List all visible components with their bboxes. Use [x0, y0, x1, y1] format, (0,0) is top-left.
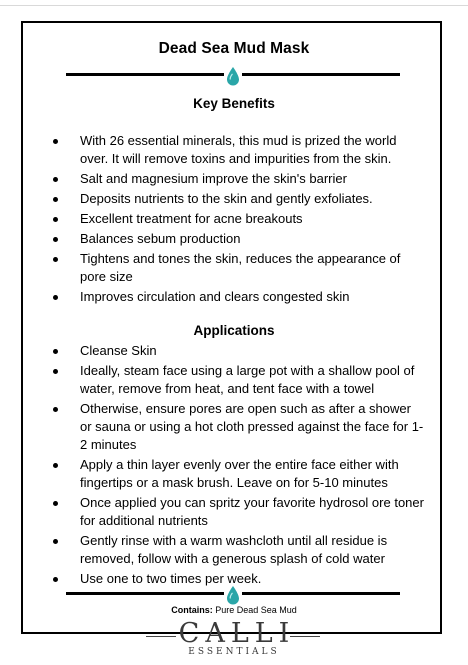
brand-logo: [0, 620, 468, 648]
bottom-divider-right: [242, 592, 400, 595]
contains-value: Pure Dead Sea Mud: [215, 605, 297, 615]
list-item: Otherwise, ensure pores are open such as after a shower or sauna or using a hot cloth pressed against the face for 1-2 minutes: [52, 400, 424, 454]
applications-list: [52, 342, 424, 590]
benefits-list: [52, 132, 424, 308]
top-divider-left: [66, 73, 224, 76]
applications-heading: Applications: [193, 323, 275, 338]
bottom-divider-left: [66, 592, 224, 595]
key-benefits-heading: Key Benefits: [193, 96, 275, 111]
list-item: Salt and magnesium improve the skin's barrier: [52, 170, 424, 188]
water-drop-icon: [225, 585, 241, 606]
logo-subtitle: ESSENTIALS: [188, 647, 280, 657]
list-item: Use one to two times per week.: [52, 570, 424, 588]
water-drop-icon: [225, 66, 241, 87]
product-title: Dead Sea Mud Mask: [158, 40, 310, 57]
ingredients-line: [0, 605, 468, 615]
list-item: Tightens and tones the skin, reduces the appearance of pore size: [52, 250, 424, 286]
list-item: With 26 essential minerals, this mud is prized the world over. It will remove toxins and impurities from the skin.: [52, 132, 424, 168]
contains-label: Contains:: [171, 605, 213, 615]
list-item: Cleanse Skin: [52, 342, 424, 360]
list-item: Ideally, steam face using a large pot with a shallow pool of water, remove from heat, and tent face with a towel: [52, 362, 424, 398]
list-item: Balances sebum production: [52, 230, 424, 248]
list-item: Once applied you can spritz your favorite hydrosol ore toner for additional nutrients: [52, 494, 424, 530]
list-item: Deposits nutrients to the skin and gently exfoliates.: [52, 190, 424, 208]
list-item: Gently rinse with a warm washcloth until all residue is removed, follow with a generous splash of cold water: [52, 532, 424, 568]
top-divider-right: [242, 73, 400, 76]
list-item: Excellent treatment for acne breakouts: [52, 210, 424, 228]
top-rule: [0, 5, 468, 6]
list-item: Apply a thin layer evenly over the entire face either with fingertips or a mask brush. Leave on for 5-10 minutes: [52, 456, 424, 492]
list-item: Improves circulation and clears congested skin: [52, 288, 424, 306]
logo-wordmark: CALLI: [178, 618, 296, 649]
